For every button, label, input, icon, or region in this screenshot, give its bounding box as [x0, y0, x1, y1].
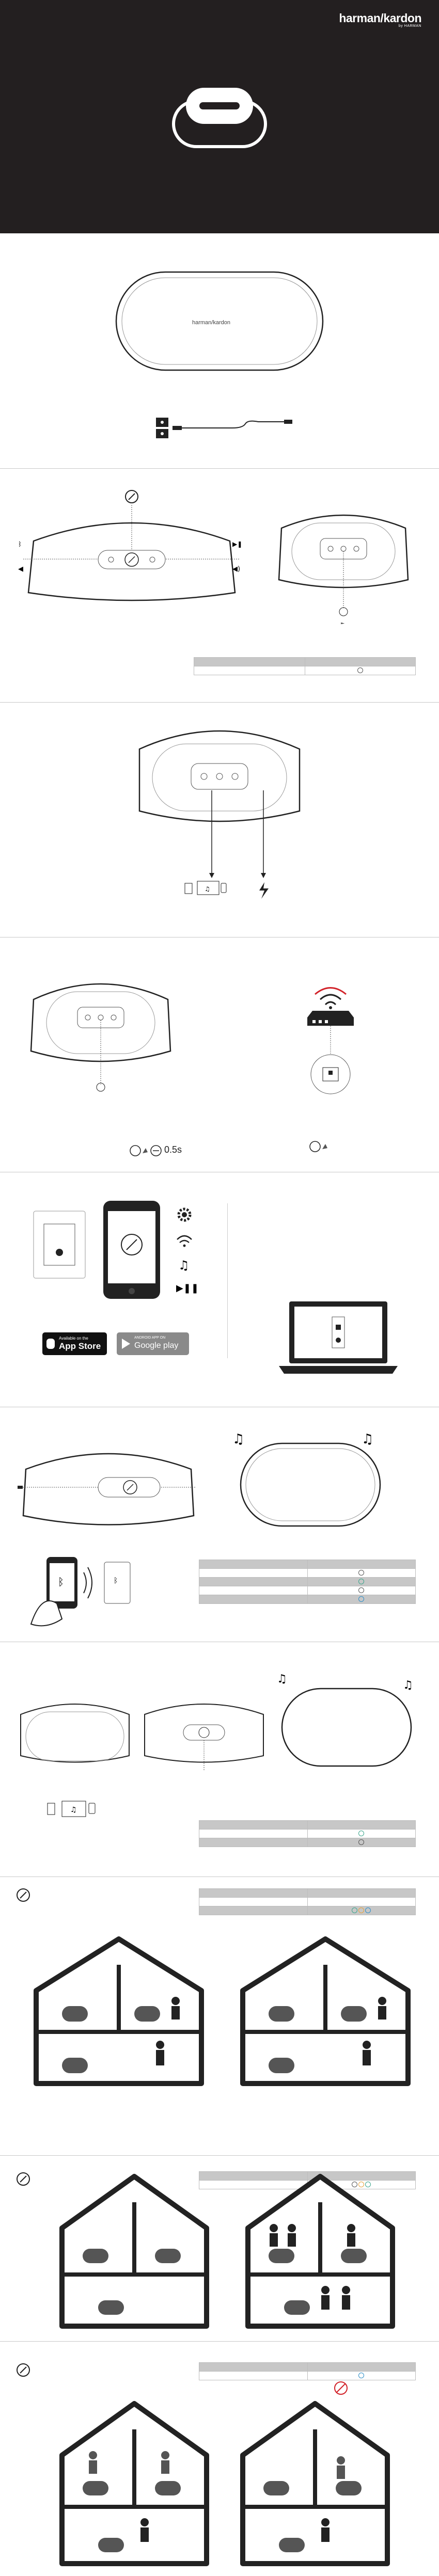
- speaker-right-music: [274, 1668, 429, 1771]
- page-multiroom-1: [0, 1877, 439, 2156]
- power-icon: [15, 1887, 31, 1903]
- hold-time-label: 0.5s: [164, 1144, 182, 1155]
- house-diagram-left-3: [57, 2398, 212, 2569]
- svg-text:♫: ♫: [70, 1806, 77, 1814]
- phone-app-icon: [101, 1198, 163, 1301]
- speaker-controls-diagram: [13, 489, 250, 629]
- bluetooth-table: [199, 1560, 416, 1604]
- cover-hero: [0, 0, 439, 233]
- house-diagram-left-2: [57, 2171, 212, 2331]
- wifi-icon: [177, 1236, 192, 1239]
- page-aux: [0, 1642, 439, 1877]
- speaker-left-view: [15, 1694, 134, 1771]
- svg-text:◀): ◀): [232, 565, 241, 573]
- speaker-back-diagram: [271, 492, 416, 637]
- brand-logo: harman/kardon: [339, 11, 421, 25]
- svg-text:♫: ♫: [178, 1258, 190, 1273]
- power-icon: [15, 2362, 31, 2378]
- svg-text:♫: ♫: [362, 1432, 374, 1447]
- power-icon: [15, 2171, 31, 2187]
- brand-sub: by HARMAN: [398, 24, 421, 28]
- page-bluetooth: [0, 1407, 439, 1642]
- svg-text:♫: ♫: [232, 1432, 245, 1447]
- house-diagram-right-2: [243, 2171, 398, 2331]
- page-multiroom-2: [0, 2155, 439, 2342]
- power-connect-diagram: [129, 718, 310, 930]
- svg-text:♫: ♫: [205, 885, 210, 893]
- svg-text:ᛒ: ᛒ: [114, 1577, 118, 1585]
- page-multiroom-3: [0, 2341, 439, 2576]
- svg-text:♫: ♫: [277, 1673, 287, 1685]
- aux-devices: [46, 1797, 124, 1828]
- page-connect-power: [0, 702, 439, 937]
- svg-text:▶❚: ▶❚: [232, 540, 243, 548]
- svg-text:ᛒ: ᛒ: [58, 1576, 64, 1588]
- google-play-badge[interactable]: ANDROID APP ON Google play: [117, 1332, 189, 1355]
- house-diagram-right: [238, 1934, 413, 2089]
- speaker-back-network: [23, 963, 178, 1118]
- speaker-playing-music: [227, 1428, 434, 1541]
- controls-table: [194, 657, 416, 675]
- svg-text:♫: ♫: [403, 1679, 413, 1692]
- page-controls: [0, 468, 439, 703]
- speaker-logo-text: harman/kardon: [192, 320, 230, 326]
- tablet-icon: [31, 1209, 88, 1281]
- app-store-badge[interactable]: Available on the App Store: [42, 1332, 107, 1355]
- speaker-center-view: [139, 1694, 269, 1771]
- svg-text:▶❚❚: ▶❚❚: [176, 1283, 199, 1294]
- speaker-top-icon: [165, 83, 274, 155]
- house-diagram-right-3: [238, 2373, 398, 2569]
- power-cable-icon: [155, 417, 300, 439]
- laptop-icon: [279, 1296, 398, 1384]
- svg-text:⇤: ⇤: [341, 621, 344, 626]
- aux-table: [199, 1820, 416, 1847]
- router-diagram: [294, 979, 367, 1159]
- page-network: [0, 937, 439, 1172]
- svg-text:ᛒ: ᛒ: [18, 540, 22, 548]
- house-diagram-left: [31, 1934, 207, 2089]
- app-feature-icons: [173, 1203, 199, 1296]
- multiroom-table-1: [199, 1888, 416, 1915]
- page-box-contents: [0, 233, 439, 468]
- speaker-bluetooth-front: [15, 1438, 201, 1531]
- page-app-setup: [0, 1172, 439, 1407]
- svg-text:◀: ◀: [18, 565, 23, 573]
- phone-bluetooth-pairing: [26, 1552, 134, 1634]
